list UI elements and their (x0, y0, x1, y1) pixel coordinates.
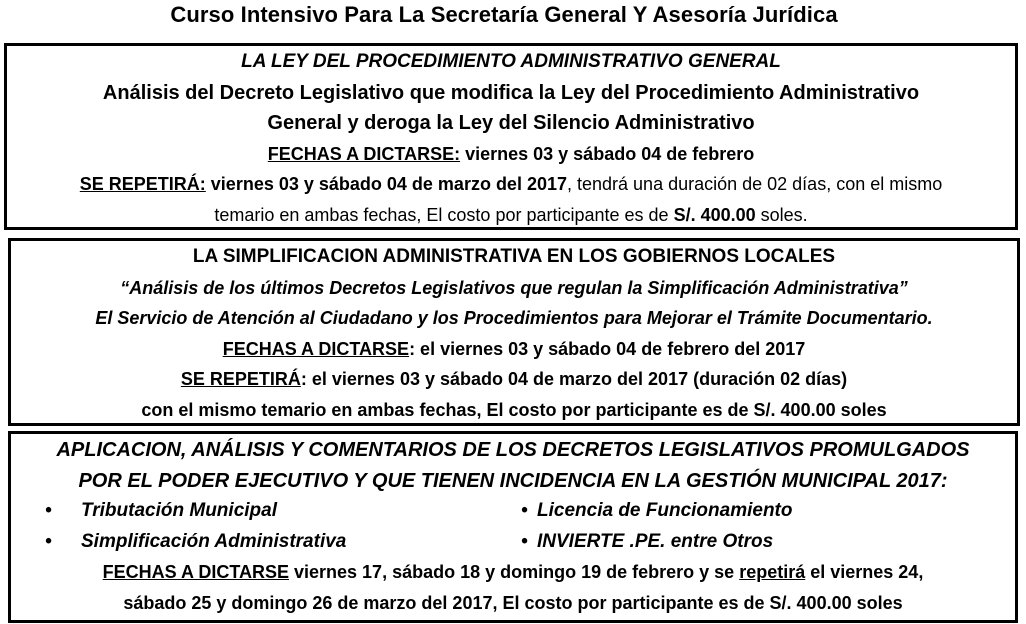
topic-label: INVIERTE .PE. entre Otros (537, 530, 774, 552)
repeat-tail: , tendrá una duración de 02 días, con el mismo (567, 174, 943, 194)
repeat-value: viernes 03 y sábado 04 de marzo del 2017 (205, 174, 567, 194)
topics-list (45, 496, 1015, 557)
course-subtitle-line-2: General y deroga la Ley del Silencio Administrativo (267, 112, 755, 134)
course-repeat-line (11, 364, 1017, 395)
dates-value: viernes 03 y sábado 04 de febrero (460, 143, 755, 164)
topic-item (521, 496, 1001, 527)
dates-value: : el viernes 03 y sábado 04 de febrero del 2017 (409, 338, 806, 359)
repeat-label: SE REPETIRÁ: (79, 174, 206, 194)
course-repeat-line (7, 169, 1015, 200)
dates-label: FECHAS A DICTARSE (102, 562, 289, 582)
course-heading-line-2: POR EL PODER EJECUTIVO Y QUE TIENEN INCIDENCIA EN LA GESTIÓN MUNICIPAL 2017: (78, 469, 948, 492)
course-box-decretos-legislativos (8, 431, 1018, 623)
course-heading: LA SIMPLIFICACION ADMINISTRATIVA EN LOS GOBIERNOS LOCALES (192, 246, 836, 267)
course-heading: LA LEY DEL PROCEDIMIENTO ADMINISTRATIVO GENERAL (241, 51, 781, 72)
topic-item (45, 527, 521, 558)
page-title: Curso Intensivo Para La Secretaría General Y Asesoría Jurídica (170, 2, 838, 27)
course-subtitle-line-1: Análisis del Decreto Legislativo que modifica la Ley del Procedimiento Administrativo (102, 81, 920, 104)
repeat-word: repetirá (739, 562, 806, 582)
course-box-simplificacion-administrativa (8, 238, 1020, 426)
dates-value: viernes 17, sábado 18 y domingo 19 de febrero y se (289, 562, 740, 582)
bullet-icon: • (45, 530, 52, 552)
cost-text: temario en ambas fechas, El costo por participante es de (214, 204, 674, 225)
topic-label: Licencia de Funcionamiento (537, 500, 793, 521)
course-cost-line (7, 200, 1015, 231)
bullet-icon: • (45, 500, 52, 521)
course-cost-line: sábado 25 y domingo 26 de marzo del 2017, El costo por participante es de S/. 400.00 soles (123, 592, 903, 613)
course-dates-line (11, 334, 1017, 365)
course-box-procedimiento-administrativo (4, 43, 1018, 230)
bullet-icon: • (521, 500, 528, 521)
topic-label: Simplificación Administrativa (81, 530, 347, 552)
course-dates-line (7, 139, 1015, 170)
topic-label: Tributación Municipal (81, 500, 277, 521)
dates-label: FECHAS A DICTARSE (222, 338, 410, 359)
course-subtitle-line-1: “Análisis de los últimos Decretos Legislativos que regulan la Simplificación Administrativa” (120, 277, 908, 298)
course-heading-line-1: APLICACION, ANÁLISIS Y COMENTARIOS DE LOS DECRETOS LEGISLATIVOS PROMULGADOS (56, 439, 970, 461)
topic-item (521, 527, 1001, 558)
cost-value: S/. 400.00 (673, 204, 756, 225)
repeat-value: : el viernes 03 y sábado 04 de marzo del 2017 (duración 02 días) (300, 369, 848, 389)
course-cost-line: con el mismo temario en ambas fechas, El costo por participante es de S/. 400.00 soles (141, 399, 887, 420)
dates-label: FECHAS A DICTARSE: (267, 143, 461, 164)
course-subtitle-line-2: El Servicio de Atención al Ciudadano y los Procedimientos para Mejorar el Trámite Documentario. (95, 308, 933, 328)
repeat-value: el viernes 24, (805, 562, 924, 582)
repeat-label: SE REPETIRÁ (180, 369, 301, 389)
cost-unit: soles. (755, 204, 808, 225)
bullet-icon: • (521, 530, 528, 552)
course-dates-line (11, 557, 1015, 588)
topic-item (45, 496, 521, 527)
